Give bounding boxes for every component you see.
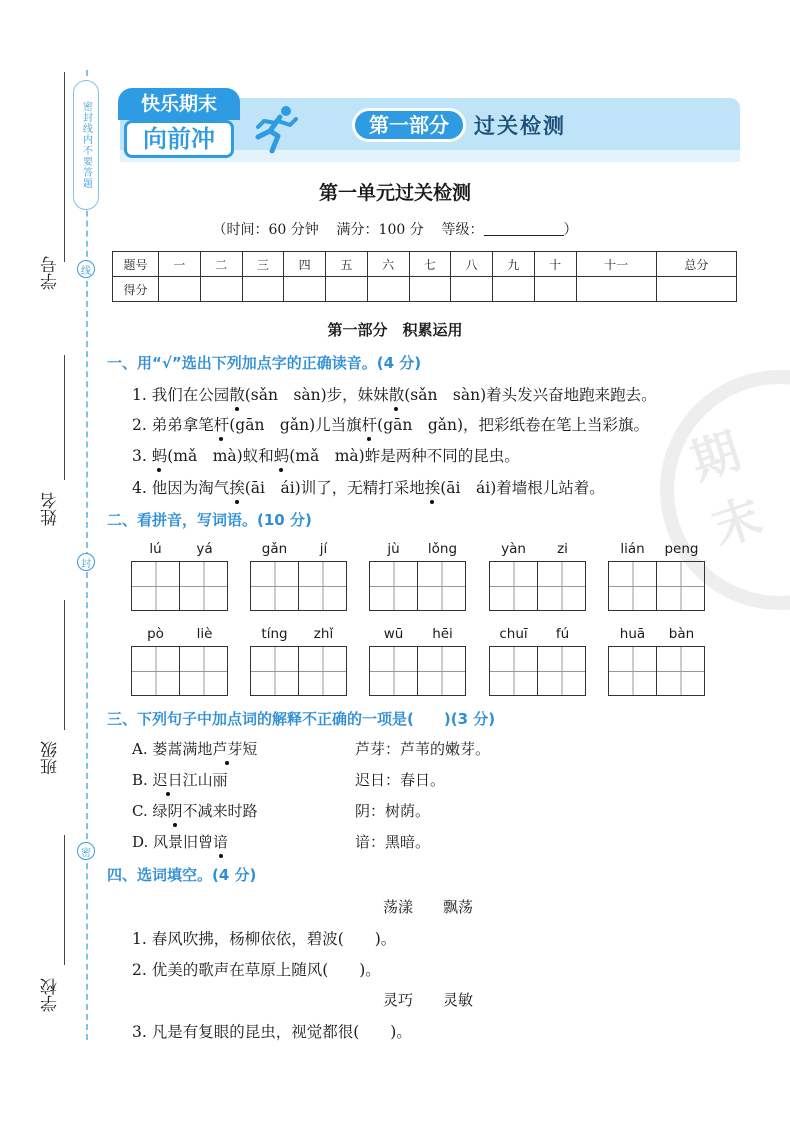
seal-mark-feng: 封 <box>77 553 95 571</box>
score-cell[interactable] <box>576 277 656 302</box>
pinyin-label: gǎn <box>261 541 288 557</box>
writing-grid-box[interactable] <box>417 561 466 611</box>
dotted-char: 蚂 <box>274 444 290 466</box>
dotted-char: 蚂 <box>152 444 168 466</box>
dotted-char: 挨 <box>425 476 441 498</box>
q4-line-2[interactable]: 2. 优美的歌声在草原上随风( )。 <box>132 961 381 979</box>
grade-blank[interactable] <box>484 222 564 236</box>
pinyin-label: lián <box>620 541 645 557</box>
q1-text[interactable]: (gān gǎn)儿当旗 <box>229 416 362 434</box>
score-cell[interactable] <box>451 277 493 302</box>
watermark-text: 期末 <box>684 422 769 557</box>
seal-mark-mi: 密 <box>77 842 95 860</box>
option-text: 不减来时路 <box>182 802 258 820</box>
school-label: 学校 <box>41 978 61 1012</box>
writing-grid-box[interactable] <box>298 561 347 611</box>
q3-explanation-b: 迟日：春日。 <box>355 771 446 789</box>
dotted-char: 杆 <box>214 413 230 435</box>
q3-explanation-d: 谙：黑暗。 <box>355 833 431 851</box>
logo-top-text: 快乐期末 <box>118 88 240 120</box>
pinyin-label: zhǐ <box>313 626 334 642</box>
writing-grid-box[interactable] <box>179 561 228 611</box>
pinyin-label: fú <box>555 626 570 642</box>
score-cell[interactable] <box>326 277 368 302</box>
option-text: B. <box>132 771 153 789</box>
q1-line-1 <box>132 383 657 405</box>
dotted-char: 杆 <box>362 413 378 435</box>
name-line <box>64 355 65 480</box>
pinyin-label: yá <box>196 541 213 557</box>
score-cell[interactable] <box>284 277 326 302</box>
pinyin-label: wū <box>383 626 404 642</box>
q3-option-d[interactable] <box>132 831 228 852</box>
pinyin-label: huā <box>619 626 646 642</box>
score-value-row <box>113 277 737 302</box>
q3-explanation-c: 阴：树荫。 <box>355 802 431 820</box>
score-header-cell: 九 <box>493 252 535 277</box>
dotted-word: 谙 <box>213 833 229 851</box>
page-title: 第一单元过关检测 <box>318 182 471 204</box>
writing-grid-box[interactable] <box>537 561 586 611</box>
writing-grid-box[interactable] <box>369 646 418 696</box>
student-id-label: 学号 <box>41 256 61 290</box>
score-header-cell: 题号 <box>113 252 159 277</box>
score-cell[interactable] <box>367 277 409 302</box>
q1-text[interactable]: (āi ái)着墙根儿站着。 <box>440 479 605 497</box>
q1-text[interactable]: (mǎ mà)蚁和 <box>167 447 274 465</box>
q1-line-2 <box>132 413 649 435</box>
score-row-label: 得分 <box>113 277 159 302</box>
score-header-cell: 总分 <box>656 252 736 277</box>
writing-grid-box[interactable] <box>298 646 347 696</box>
q3-heading: 三、下列句子中加点词的解释不正确的一项是( )(3 分) <box>107 710 496 728</box>
q1-text[interactable]: (āi ái)训了，无精打采地 <box>244 479 425 497</box>
class-line <box>64 600 65 730</box>
q3-explanation-a: 芦芽：芦苇的嫩芽。 <box>355 740 491 758</box>
writing-grid-box[interactable] <box>489 646 538 696</box>
pinyin-label: liè <box>196 626 213 642</box>
seal-line-note: 密封线内不要答题 <box>73 80 99 210</box>
writing-grid-box[interactable] <box>131 561 180 611</box>
writing-grid-box[interactable] <box>131 646 180 696</box>
pinyin-label: yàn <box>501 541 526 557</box>
pinyin-label: tíng <box>261 626 288 642</box>
score-header-cell: 三 <box>242 252 284 277</box>
writing-grid-box[interactable] <box>250 561 299 611</box>
exam-meta <box>0 219 790 239</box>
q4-word-choices-1: 荡漾 飘荡 <box>383 898 474 916</box>
writing-grid-box[interactable] <box>250 646 299 696</box>
dotted-char: 挨 <box>229 476 245 498</box>
q1-line-3 <box>132 444 520 466</box>
score-cell[interactable] <box>656 277 736 302</box>
meta-close: ） <box>563 222 578 238</box>
runner-icon <box>250 103 300 155</box>
q3-option-b[interactable] <box>132 769 228 790</box>
meta-grade: 等级： <box>441 222 484 238</box>
q1-text: 3. <box>132 447 152 465</box>
dotted-word: 迟日 <box>152 771 183 789</box>
pinyin-label: jù <box>387 541 400 557</box>
pinyin-label: zi <box>557 541 568 557</box>
score-header-cell: 十一 <box>576 252 656 277</box>
score-header-cell: 五 <box>326 252 368 277</box>
q1-text: 2. 弟弟拿笔 <box>132 416 214 434</box>
writing-grid-box[interactable] <box>656 561 705 611</box>
q4-heading: 四、选词填空。(4 分) <box>107 866 257 884</box>
q3-option-c[interactable] <box>132 800 258 821</box>
score-header-cell: 二 <box>200 252 242 277</box>
logo-bottom-text: 向前冲 <box>124 120 234 158</box>
pinyin-label: peng <box>664 541 699 557</box>
dotted-char: 散 <box>389 383 405 405</box>
score-header-cell: 十 <box>534 252 576 277</box>
meta-time: （时间：60 分钟 <box>212 222 319 238</box>
option-text: C. 绿 <box>132 802 168 820</box>
q1-line-4 <box>132 476 605 498</box>
q1-text[interactable]: (gān gǎn)，把彩纸卷在笔上当彩旗。 <box>377 416 650 434</box>
q1-text: 4. 他因为淘气 <box>132 479 230 497</box>
school-line <box>64 835 65 965</box>
writing-grid-box[interactable] <box>537 646 586 696</box>
score-header-cell: 八 <box>451 252 493 277</box>
score-header-cell: 七 <box>409 252 451 277</box>
writing-grid-box[interactable] <box>489 561 538 611</box>
score-header-cell: 一 <box>159 252 201 277</box>
score-header-cell: 六 <box>367 252 409 277</box>
q1-text[interactable]: (mǎ mà)蚱是两种不同的昆虫。 <box>289 447 520 465</box>
q1-heading: 一、用“√”选出下列加点字的正确读音。(4 分) <box>107 354 422 372</box>
q1-text[interactable]: (sǎn sàn)步，妹妹 <box>244 386 389 404</box>
pinyin-label: lǒng <box>427 541 458 557</box>
writing-grid-box[interactable] <box>608 646 657 696</box>
score-cell[interactable] <box>493 277 535 302</box>
pinyin-label: lú <box>149 541 162 557</box>
dotted-char: 散 <box>229 383 245 405</box>
writing-grid-box[interactable] <box>179 646 228 696</box>
section-title: 第一部分 积累运用 <box>327 321 463 339</box>
option-text: D. 风景旧曾 <box>132 833 214 851</box>
score-cell[interactable] <box>242 277 284 302</box>
writing-grid-box[interactable] <box>369 561 418 611</box>
score-cell[interactable] <box>409 277 451 302</box>
option-text: 短 <box>242 740 258 758</box>
q2-heading: 二、看拼音，写词语。(10 分) <box>107 511 312 529</box>
option-text: A. 蒌蒿满地 <box>132 740 213 758</box>
pinyin-label: bàn <box>668 626 695 642</box>
writing-grid-box[interactable] <box>656 646 705 696</box>
q3-option-a[interactable] <box>132 738 257 759</box>
score-cell[interactable] <box>534 277 576 302</box>
dotted-word: 芦芽 <box>212 740 243 758</box>
dotted-word: 阴 <box>167 802 183 820</box>
writing-grid-box[interactable] <box>417 646 466 696</box>
class-label: 班级 <box>41 741 61 775</box>
pinyin-label: pò <box>147 626 164 642</box>
score-cell[interactable] <box>159 277 201 302</box>
seal-mark-xian: 线 <box>77 260 95 278</box>
name-label: 姓名 <box>41 492 61 526</box>
meta-full-score: 满分：100 分 <box>336 222 424 238</box>
option-text: 江山丽 <box>182 771 228 789</box>
q4-line-3[interactable]: 3. 凡是有复眼的昆虫，视觉都很( )。 <box>132 1023 412 1041</box>
q1-text: 1. 我们在公园 <box>132 386 230 404</box>
part-subtitle: 过关检测 <box>474 114 566 138</box>
score-header-row <box>113 252 737 277</box>
pinyin-label: chuī <box>499 626 528 642</box>
score-header-cell: 四 <box>284 252 326 277</box>
q1-text[interactable]: (sǎn sàn)着头发兴奋地跑来跑去。 <box>404 386 657 404</box>
score-cell[interactable] <box>200 277 242 302</box>
writing-grid-box[interactable] <box>608 561 657 611</box>
q4-word-choices-2: 灵巧 灵敏 <box>383 991 474 1009</box>
pinyin-label: hēi <box>432 626 453 642</box>
pinyin-label: jí <box>319 541 328 557</box>
part-one-pill: 第一部分 <box>352 108 466 142</box>
score-table <box>112 251 737 302</box>
q4-line-1[interactable]: 1. 春风吹拂，杨柳依依，碧波( )。 <box>132 930 397 948</box>
